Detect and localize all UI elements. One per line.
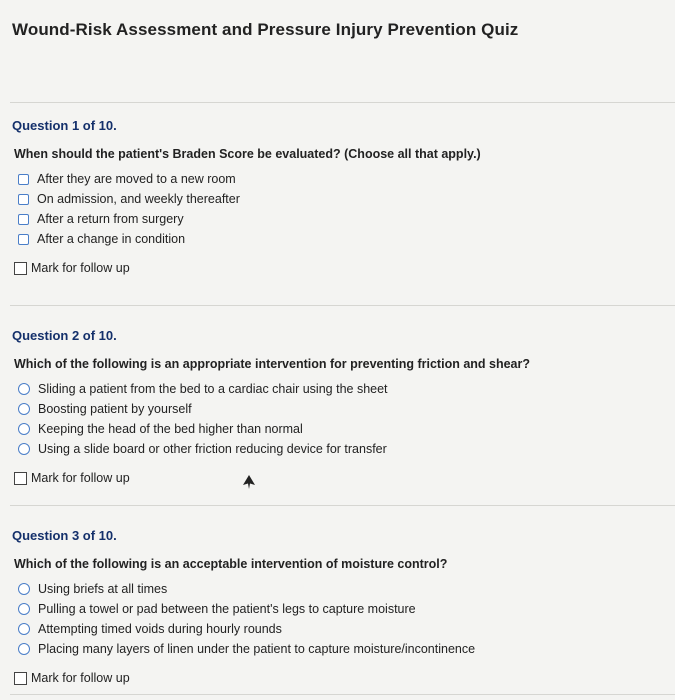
- answer-options: [18, 579, 665, 659]
- answer-options: [18, 169, 665, 249]
- mark-follow-up[interactable]: [14, 261, 665, 275]
- answer-checkbox[interactable]: [18, 174, 29, 185]
- question-number: Question 2 of 10.: [12, 328, 117, 343]
- answer-options: [18, 379, 665, 459]
- question-3: [12, 528, 665, 685]
- question-2: [12, 328, 665, 485]
- question-text: Which of the following is an appropriate intervention for preventing friction and shear?: [14, 357, 531, 371]
- divider: [10, 102, 675, 103]
- answer-option[interactable]: [18, 419, 665, 439]
- answer-label: Using briefs at all times: [38, 582, 168, 596]
- follow-up-label: Mark for follow up: [31, 671, 130, 685]
- question-1: [12, 118, 665, 275]
- answer-option[interactable]: [18, 229, 665, 249]
- answer-label: Using a slide board or other friction reducing device for transfer: [38, 442, 387, 456]
- question-number: Question 1 of 10.: [12, 118, 117, 133]
- answer-label: Boosting patient by yourself: [38, 402, 192, 416]
- mouse-pointer-icon: [243, 475, 255, 489]
- answer-label: After a return from surgery: [37, 212, 184, 226]
- answer-option[interactable]: [18, 399, 665, 419]
- answer-label: Keeping the head of the bed higher than normal: [38, 422, 303, 436]
- answer-radio[interactable]: [18, 643, 30, 655]
- divider: [10, 305, 675, 306]
- answer-checkbox[interactable]: [18, 194, 29, 205]
- follow-up-checkbox[interactable]: [14, 472, 27, 485]
- answer-label: Sliding a patient from the bed to a cardiac chair using the sheet: [38, 382, 388, 396]
- answer-option[interactable]: [18, 619, 665, 639]
- answer-label: On admission, and weekly thereafter: [37, 192, 240, 206]
- answer-radio[interactable]: [18, 623, 30, 635]
- answer-option[interactable]: [18, 379, 665, 399]
- answer-radio[interactable]: [18, 443, 30, 455]
- page-title: Wound-Risk Assessment and Pressure Injury Prevention Quiz: [12, 20, 519, 39]
- question-text: When should the patient's Braden Score be evaluated? (Choose all that apply.): [14, 147, 481, 161]
- answer-option[interactable]: [18, 209, 665, 229]
- divider: [10, 694, 675, 695]
- answer-checkbox[interactable]: [18, 214, 29, 225]
- answer-radio[interactable]: [18, 583, 30, 595]
- answer-option[interactable]: [18, 189, 665, 209]
- answer-label: After they are moved to a new room: [37, 172, 236, 186]
- follow-up-label: Mark for follow up: [31, 471, 130, 485]
- answer-label: Pulling a towel or pad between the patient's legs to capture moisture: [38, 602, 416, 616]
- follow-up-checkbox[interactable]: [14, 262, 27, 275]
- follow-up-label: Mark for follow up: [31, 261, 130, 275]
- answer-radio[interactable]: [18, 423, 30, 435]
- answer-option[interactable]: [18, 639, 665, 659]
- answer-label: Placing many layers of linen under the patient to capture moisture/incontinence: [38, 642, 476, 656]
- answer-label: After a change in condition: [37, 232, 186, 246]
- answer-option[interactable]: [18, 599, 665, 619]
- answer-radio[interactable]: [18, 403, 30, 415]
- answer-radio[interactable]: [18, 383, 30, 395]
- answer-option[interactable]: [18, 579, 665, 599]
- mark-follow-up[interactable]: [14, 671, 665, 685]
- follow-up-checkbox[interactable]: [14, 672, 27, 685]
- answer-option[interactable]: [18, 169, 665, 189]
- divider: [10, 505, 675, 506]
- answer-radio[interactable]: [18, 603, 30, 615]
- question-number: Question 3 of 10.: [12, 528, 117, 543]
- answer-option[interactable]: [18, 439, 665, 459]
- answer-label: Attempting timed voids during hourly rounds: [38, 622, 282, 636]
- answer-checkbox[interactable]: [18, 234, 29, 245]
- question-text: Which of the following is an acceptable intervention of moisture control?: [14, 557, 448, 571]
- mark-follow-up[interactable]: [14, 471, 665, 485]
